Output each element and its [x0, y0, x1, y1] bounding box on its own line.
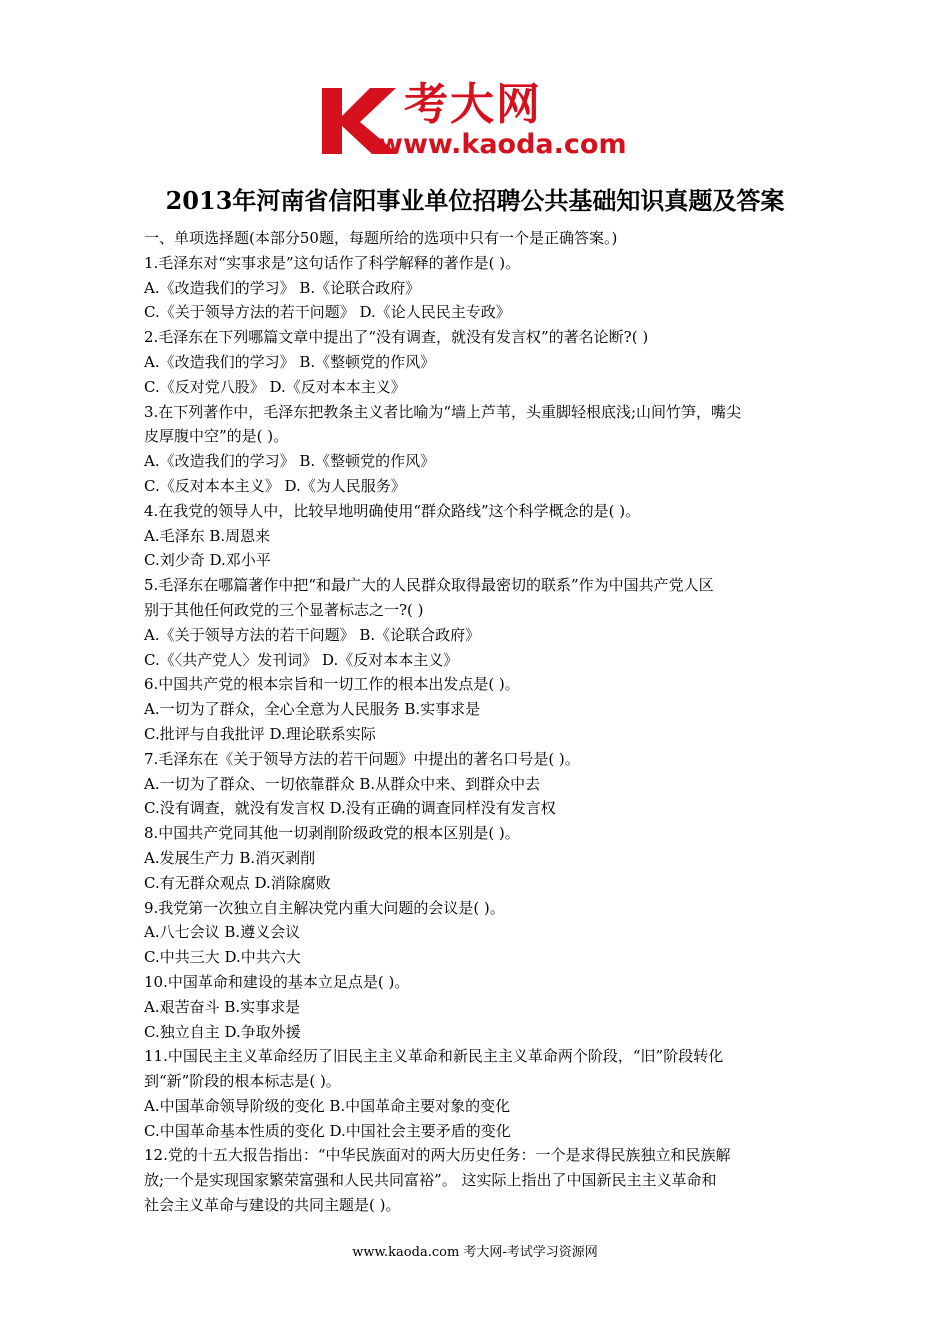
logo-url-text: www.kaoda.com	[378, 129, 627, 160]
text-line: 9.我党第一次独立自主解决党内重大问题的会议是( )。	[144, 898, 505, 917]
text-line: 4.在我党的领导人中，比较早地明确使用“群众路线”这个科学概念的是( )。	[144, 501, 641, 520]
text-line: C.中国革命基本性质的变化 D.中国社会主要矛盾的变化	[144, 1121, 511, 1140]
page-footer: www.kaoda.com 考大网-考试学习资源网	[352, 1245, 598, 1260]
question-text-body	[144, 226, 816, 1218]
text-line: C.《〈共产党人〉发刊词》 D.《反对本本主义》	[144, 650, 459, 669]
text-line: 8.中国共产党同其他一切剥削阶级政党的根本区别是( )。	[144, 824, 520, 843]
text-line: 7.毛泽东在《关于领导方法的若干问题》中提出的著名口号是( )。	[144, 749, 580, 768]
text-line: C.《反对党八股》 D.《反对本本主义》	[144, 377, 406, 396]
text-line: A.中国革命领导阶级的变化 B.中国革命主要对象的变化	[144, 1096, 511, 1115]
text-line: 2.毛泽东在下列哪篇文章中提出了“没有调查，就没有发言权”的著名论断?( )	[144, 328, 649, 347]
text-line: A.《改造我们的学习》 B.《整顿党的作风》	[144, 452, 436, 471]
text-line: 社会主义革命与建设的共同主题是( )。	[144, 1196, 401, 1215]
text-line: C.刘少奇 D.邓小平	[144, 551, 271, 570]
text-line: 11.中国民主主义革命经历了旧民主主义革命和新民主主义革命两个阶段，“旧”阶段转化	[144, 1047, 724, 1066]
text-line: A.毛泽东 B.周恩来	[144, 526, 271, 545]
text-line: A.一切为了群众、一切依靠群众 B.从群众中来、到群众中去	[144, 774, 541, 793]
text-line: 皮厚腹中空”的是( )。	[144, 427, 289, 446]
text-line: C.《关于领导方法的若干问题》 D.《论人民民主专政》	[144, 303, 511, 322]
text-line: 5.毛泽东在哪篇著作中把“和最广大的人民群众取得最密切的联系”作为中国共产党人区	[144, 576, 714, 595]
text-line: C.独立自主 D.争取外援	[144, 1022, 301, 1041]
text-line: C.中共三大 D.中共六大	[144, 948, 301, 967]
text-line: A.《关于领导方法的若干问题》 B.《论联合政府》	[144, 625, 481, 644]
text-line: 12.党的十五大报告指出：“中华民族面对的两大历史任务：一个是求得民族独立和民族解	[144, 1146, 731, 1165]
text-line: 6.中国共产党的根本宗旨和一切工作的根本出发点是( )。	[144, 675, 520, 694]
text-line: C.有无群众观点 D.消除腐败	[144, 873, 331, 892]
text-line: 别于其他任何政党的三个显著标志之一?( )	[144, 600, 424, 619]
text-line: 1.毛泽东对“实事求是”这句话作了科学解释的著作是( )。	[144, 253, 521, 272]
text-line: C.批评与自我批评 D.理论联系实际	[144, 724, 376, 743]
document-title: 2013年河南省信阳事业单位招聘公共基础知识真题及答案	[165, 186, 785, 215]
text-line: 一、单项选择题(本部分50题，每题所给的选项中只有一个是正确答案。)	[144, 229, 618, 247]
text-line: A.《改造我们的学习》 B.《整顿党的作风》	[144, 352, 436, 371]
logo-chinese-text: 考大网	[404, 79, 542, 130]
kaoda-logo	[318, 79, 638, 162]
text-line: 放;一个是实现国家繁荣富强和人民共同富裕”。 这实际上指出了中国新民主主义革命和	[144, 1171, 717, 1190]
text-line: A.《改造我们的学习》 B.《论联合政府》	[144, 278, 421, 297]
text-line: 3.在下列著作中，毛泽东把教条主义者比喻为“墙上芦苇，头重脚轻根底浅;山间竹笋，嘴尖	[144, 402, 742, 421]
text-line: A.八七会议 B.遵义会议	[144, 923, 301, 942]
text-line: A.艰苦奋斗 B.实事求是	[144, 997, 301, 1016]
text-line: C.没有调查，就没有发言权 D.没有正确的调查同样没有发言权	[144, 799, 556, 818]
text-line: 10.中国革命和建设的基本立足点是( )。	[144, 972, 410, 991]
text-line: C.《反对本本主义》 D.《为人民服务》	[144, 476, 406, 495]
text-line: A.一切为了群众，全心全意为人民服务 B.实事求是	[144, 700, 481, 719]
text-line: A.发展生产力 B.消灭剥削	[144, 848, 316, 867]
text-line: 到“新”阶段的根本标志是( )。	[144, 1072, 341, 1091]
